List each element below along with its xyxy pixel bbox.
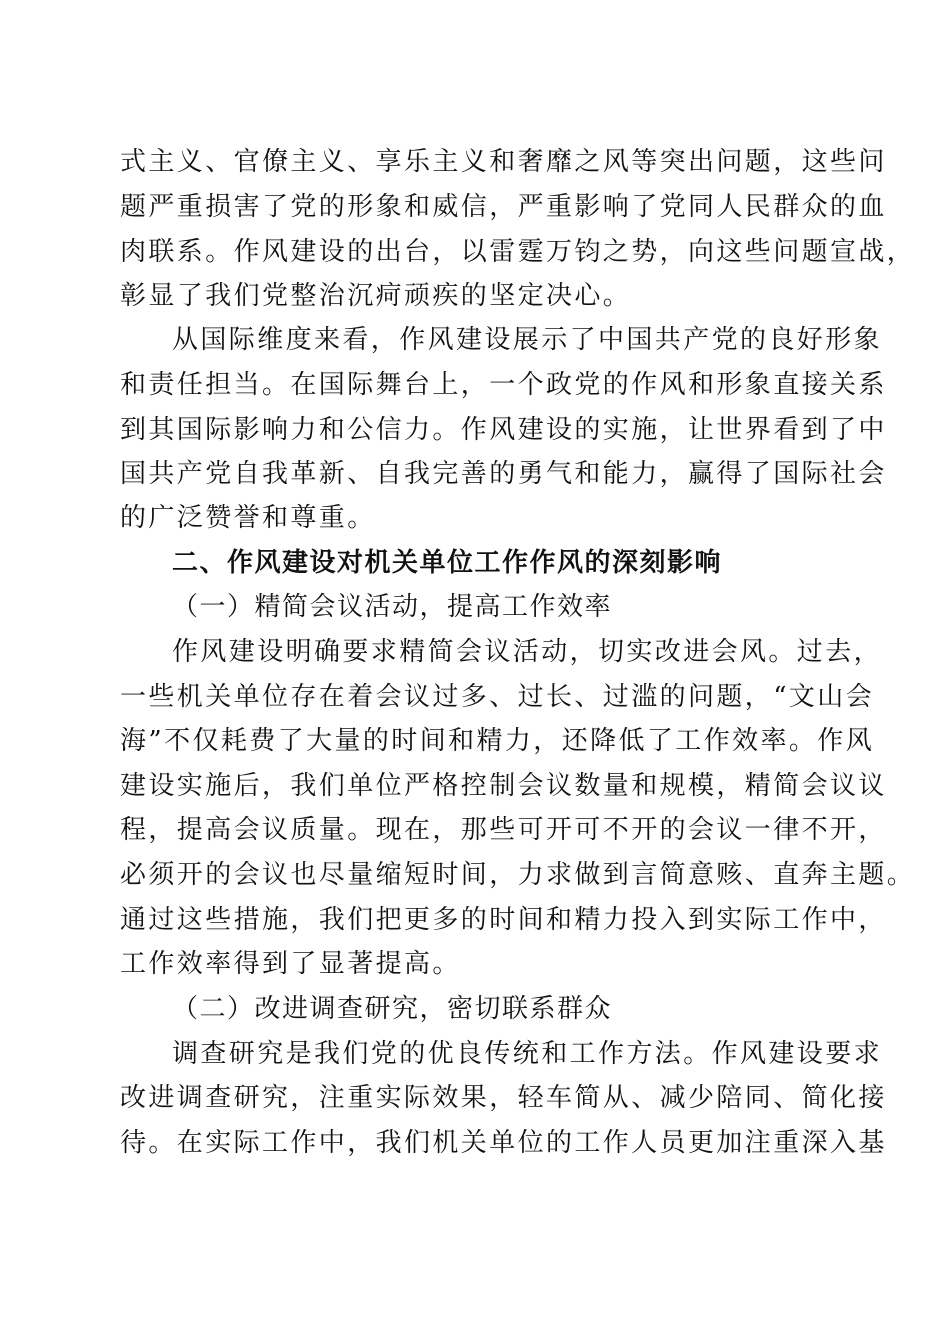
paragraph-line: 程，提高会议质量。现在，那些可开可不开的会议一律不开，: [120, 815, 887, 845]
paragraph-line: 式主义、官僚主义、享乐主义和奢靡之风等突出问题，这些问: [120, 147, 887, 177]
paragraph-line: 作风建设明确要求精简会议活动，切实改进会风。过去，: [172, 637, 883, 667]
section-heading: 二、作风建设对机关单位工作作风的深刻影响: [172, 548, 723, 578]
paragraph-line: 必须开的会议也尽量缩短时间，力求做到言简意赅、直奔主题。: [120, 860, 916, 890]
subsection-heading: （二）改进调查研究，密切联系群众: [172, 994, 613, 1024]
paragraph-line: 一些机关单位存在着会议过多、过长、过滥的问题，“文山会: [120, 682, 875, 712]
paragraph-line: 题严重损害了党的形象和威信，严重影响了党同人民群众的血: [120, 192, 887, 222]
paragraph-line: 的广泛赞誉和尊重。: [120, 503, 376, 533]
paragraph-line: 待。在实际工作中，我们机关单位的工作人员更加注重深入基: [120, 1128, 887, 1158]
paragraph-line: 改进调查研究，注重实际效果，轻车简从、减少陪同、简化接: [120, 1083, 887, 1113]
paragraph-line: 国共产党自我革新、自我完善的勇气和能力，赢得了国际社会: [120, 459, 887, 489]
paragraph-line: 工作效率得到了显著提高。: [120, 949, 461, 979]
paragraph-line: 建设实施后，我们单位严格控制会议数量和规模，精简会议议: [120, 771, 887, 801]
paragraph-line: 到其国际影响力和公信力。作风建设的实施，让世界看到了中: [120, 415, 887, 445]
paragraph-line: 调查研究是我们党的优良传统和工作方法。作风建设要求: [172, 1039, 883, 1069]
subsection-heading: （一）精简会议活动，提高工作效率: [172, 592, 613, 622]
paragraph-line: 从国际维度来看，作风建设展示了中国共产党的良好形象: [172, 325, 883, 355]
paragraph-line: 肉联系。作风建设的出台，以雷霆万钧之势，向这些问题宣战，: [120, 237, 916, 267]
paragraph-line: 通过这些措施，我们把更多的时间和精力投入到实际工作中，: [120, 905, 887, 935]
paragraph-line: 海”不仅耗费了大量的时间和精力，还降低了工作效率。作风: [120, 726, 875, 756]
paragraph-line: 和责任担当。在国际舞台上，一个政党的作风和形象直接关系: [120, 370, 887, 400]
paragraph-line: 彰显了我们党整治沉疴顽疾的坚定决心。: [120, 281, 632, 311]
